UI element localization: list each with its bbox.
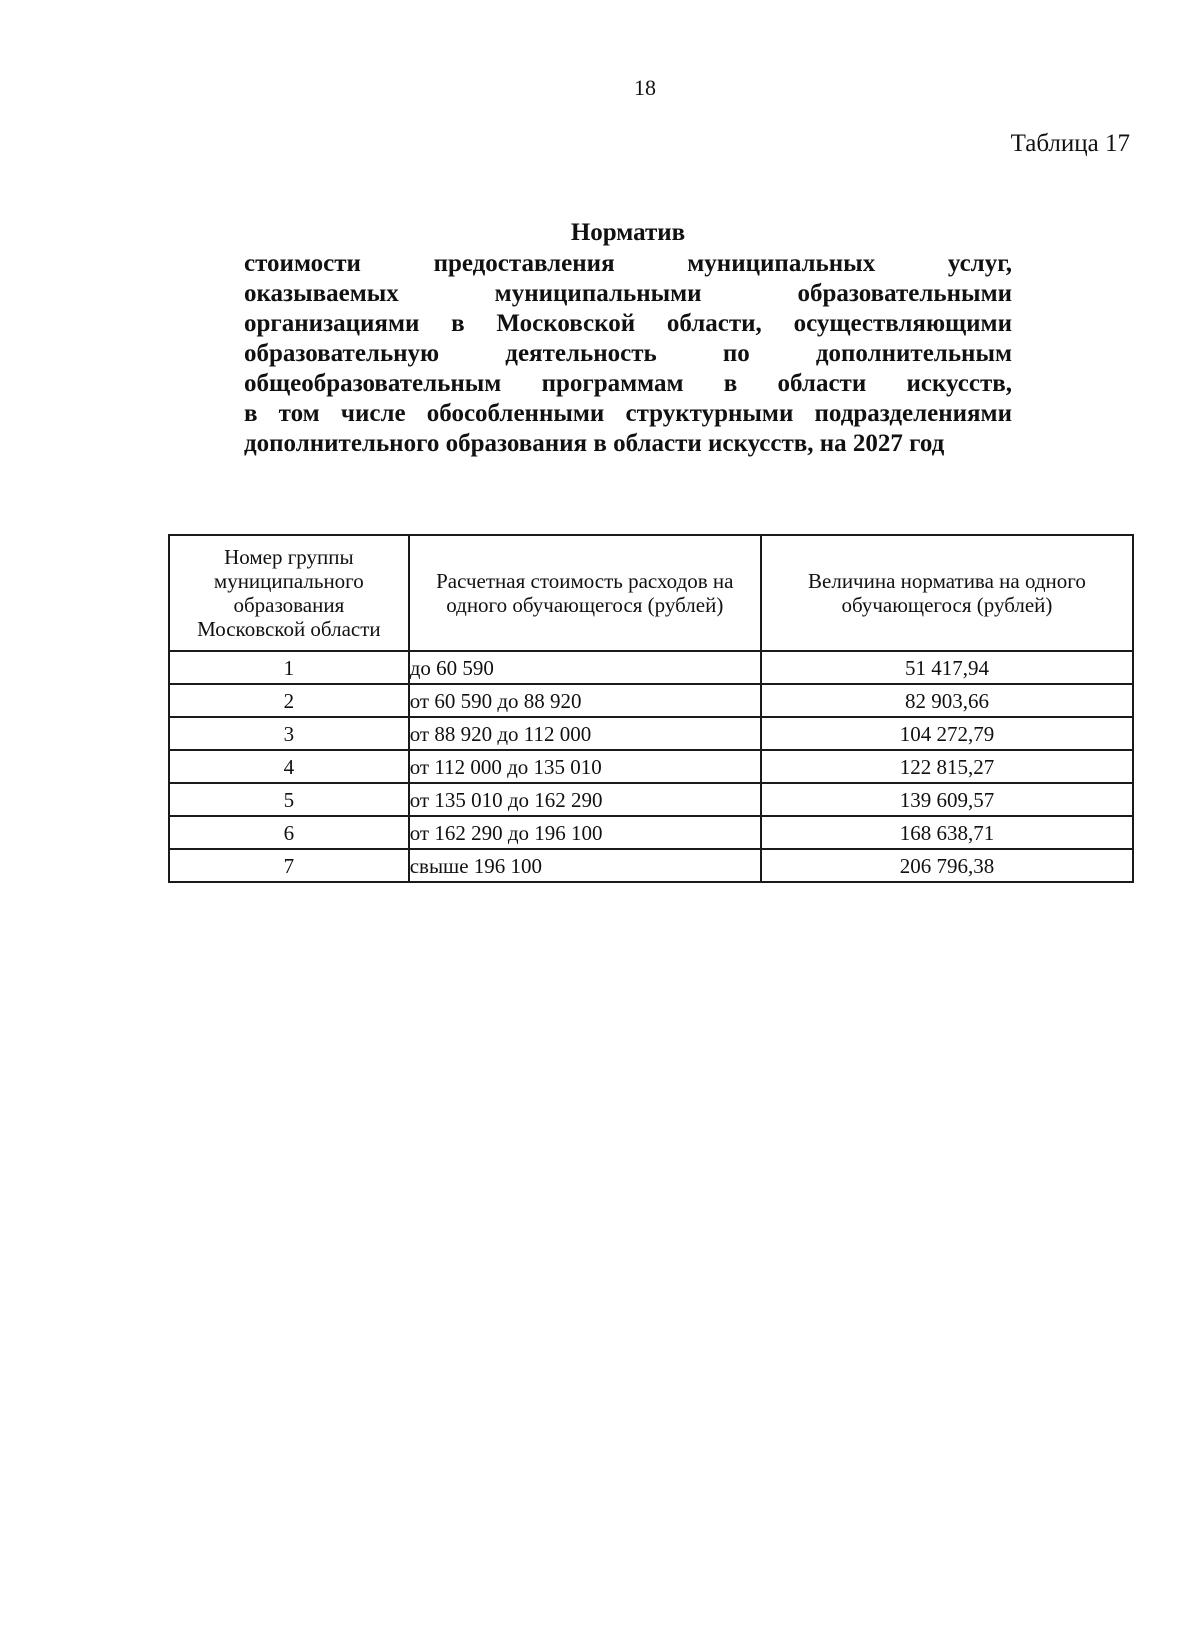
subtitle-line: дополнительного образования в области искусств, на 2027 год [244, 430, 945, 457]
normative-table [168, 534, 1134, 883]
subtitle-line: стоимости предоставления муниципальных услуг, [244, 250, 1012, 277]
cell-normative-value: 51 417,94 [761, 651, 1133, 684]
header-normative-value: Величина норматива на одного обучающегося (рублей) [761, 535, 1133, 651]
table-row [169, 816, 1133, 849]
cell-group-number: 2 [169, 684, 409, 717]
cell-normative-value: 122 815,27 [761, 750, 1133, 783]
subtitle-line: образовательную деятельность по дополнительным [244, 340, 1012, 367]
document-subtitle [244, 249, 1012, 459]
page-number: 18 [634, 75, 656, 100]
cell-group-number: 4 [169, 750, 409, 783]
cell-normative-value: 82 903,66 [761, 684, 1133, 717]
cell-estimated-cost: свыше 196 100 [409, 849, 761, 882]
subtitle-line: общеобразовательным программам в области искусств, [244, 370, 1012, 397]
cell-normative-value: 104 272,79 [761, 717, 1133, 750]
table-label: Таблица 17 [1010, 130, 1130, 157]
table-row [169, 684, 1133, 717]
cell-normative-value: 139 609,57 [761, 783, 1133, 816]
subtitle-line: в том числе обособленными структурными подразделениями [244, 400, 1012, 427]
cell-group-number: 3 [169, 717, 409, 750]
cell-estimated-cost: от 60 590 до 88 920 [409, 684, 761, 717]
cell-normative-value: 168 638,71 [761, 816, 1133, 849]
table-row [169, 849, 1133, 882]
cell-estimated-cost: от 162 290 до 196 100 [409, 816, 761, 849]
header-group-number: Номер группы муниципального образования Московской области [169, 535, 409, 651]
table-row [169, 717, 1133, 750]
table-row [169, 783, 1133, 816]
table-header-row [169, 535, 1133, 651]
subtitle-line: организациями в Московской области, осуществляющими [244, 310, 1012, 337]
cell-group-number: 5 [169, 783, 409, 816]
cell-group-number: 7 [169, 849, 409, 882]
subtitle-line: оказываемых муниципальными образовательными [244, 280, 1012, 307]
cell-estimated-cost: до 60 590 [409, 651, 761, 684]
cell-estimated-cost: от 112 000 до 135 010 [409, 750, 761, 783]
cell-normative-value: 206 796,38 [761, 849, 1133, 882]
cell-estimated-cost: от 135 010 до 162 290 [409, 783, 761, 816]
table-row [169, 750, 1133, 783]
cell-group-number: 1 [169, 651, 409, 684]
cell-group-number: 6 [169, 816, 409, 849]
table-row [169, 651, 1133, 684]
cell-estimated-cost: от 88 920 до 112 000 [409, 717, 761, 750]
document-title: Норматив [570, 219, 686, 246]
header-estimated-cost: Расчетная стоимость расходов на одного обучающегося (рублей) [409, 535, 761, 651]
